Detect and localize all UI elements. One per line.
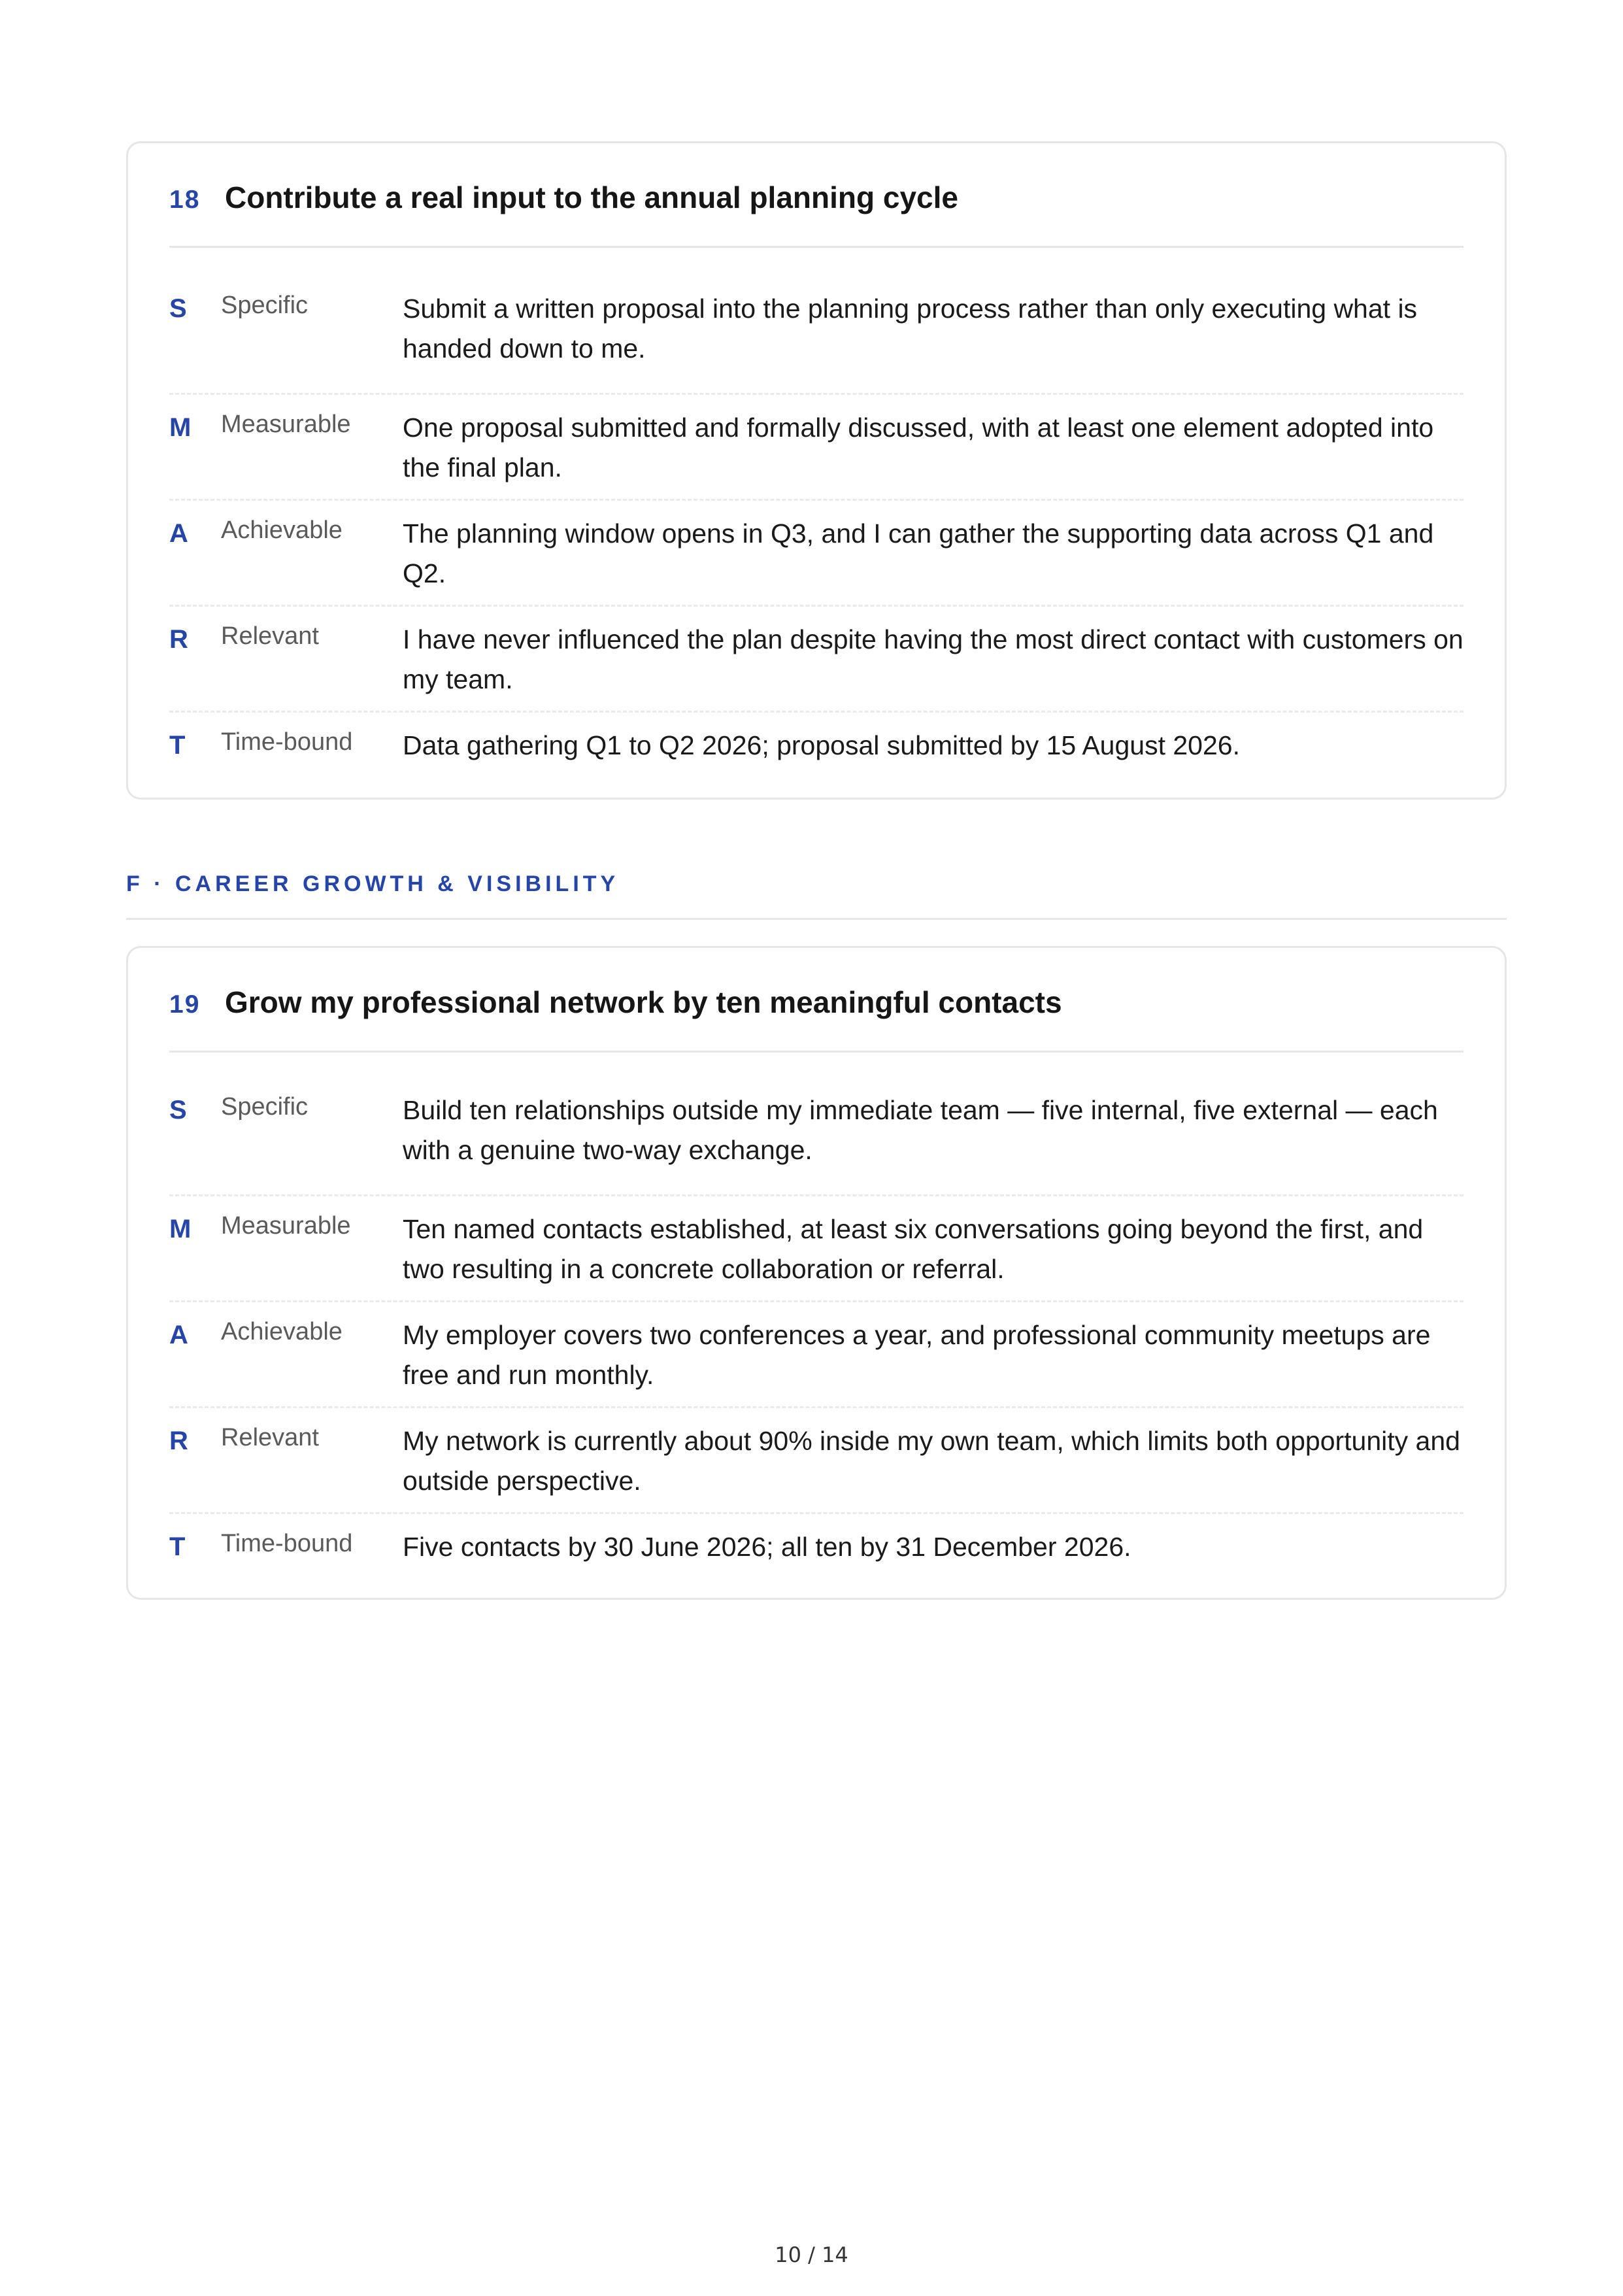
section-heading: F · CAREER GROWTH & VISIBILITY xyxy=(126,871,1507,920)
smart-letter: R xyxy=(169,625,188,654)
page-number: 10 / 14 xyxy=(775,2242,848,2267)
goal-number: 19 xyxy=(169,990,201,1019)
smart-rows xyxy=(169,1053,1464,1593)
smart-text: Ten named contacts established, at least six conversations going beyond the first, and two resulting in a concrete collaboration or referral. xyxy=(403,1214,1424,1284)
smart-text: Data gathering Q1 to Q2 2026; proposal submitted by 15 August 2026. xyxy=(403,730,1240,760)
smart-row-achievable xyxy=(169,501,1464,607)
smart-row-measurable xyxy=(169,395,1464,501)
smart-text: The planning window opens in Q3, and I can gather the supporting data across Q1 and Q2. xyxy=(403,518,1434,588)
smart-row-achievable xyxy=(169,1302,1464,1408)
smart-row-time-bound xyxy=(169,713,1464,791)
smart-letter: S xyxy=(169,1096,187,1124)
smart-row-measurable xyxy=(169,1196,1464,1302)
smart-letter: T xyxy=(169,731,186,760)
smart-letter: R xyxy=(169,1427,188,1455)
smart-letter: A xyxy=(169,519,188,548)
smart-letter: S xyxy=(169,294,187,323)
smart-row-specific xyxy=(169,289,1464,395)
smart-label: Relevant xyxy=(221,622,319,650)
goal-number: 18 xyxy=(169,186,201,214)
goal-title: Grow my professional network by ten meaningful contacts xyxy=(225,985,1062,1019)
smart-text: Five contacts by 30 June 2026; all ten by 31 December 2026. xyxy=(403,1532,1131,1562)
smart-text: My employer covers two conferences a year, and professional community meetups are free and run monthly. xyxy=(403,1320,1431,1390)
smart-letter: A xyxy=(169,1321,188,1349)
smart-text: I have never influenced the plan despite having the most direct contact with customers on my team. xyxy=(403,624,1464,694)
goal-card xyxy=(126,946,1507,1600)
smart-label: Measurable xyxy=(221,411,351,438)
smart-text: One proposal submitted and formally discussed, with at least one element adopted into the final plan. xyxy=(403,413,1434,482)
goal-card xyxy=(126,141,1507,800)
smart-label: Time-bound xyxy=(221,1530,353,1557)
smart-text: Build ten relationships outside my immediate team — five internal, five external — each with a genuine two-way exchange. xyxy=(403,1095,1438,1165)
smart-label: Achievable xyxy=(221,516,343,544)
goal-title: Contribute a real input to the annual planning cycle xyxy=(225,180,958,214)
smart-text: Submit a written proposal into the planning process rather than only executing what is handed down to me. xyxy=(403,294,1418,363)
smart-letter: M xyxy=(169,1215,192,1243)
smart-label: Specific xyxy=(221,1093,309,1121)
smart-label: Relevant xyxy=(221,1424,319,1451)
smart-label: Measurable xyxy=(221,1212,351,1240)
smart-row-specific xyxy=(169,1090,1464,1196)
smart-letter: T xyxy=(169,1532,186,1561)
goal-header xyxy=(169,948,1464,1053)
smart-row-relevant xyxy=(169,607,1464,713)
smart-row-relevant xyxy=(169,1408,1464,1514)
smart-label: Time-bound xyxy=(221,728,353,756)
smart-text: My network is currently about 90% inside my own team, which limits both opportunity and outside perspective. xyxy=(403,1426,1460,1496)
smart-label: Achievable xyxy=(221,1318,343,1345)
smart-row-time-bound xyxy=(169,1514,1464,1593)
smart-rows xyxy=(169,248,1464,791)
smart-label: Specific xyxy=(221,292,309,319)
goal-header xyxy=(169,143,1464,248)
smart-letter: M xyxy=(169,413,192,442)
